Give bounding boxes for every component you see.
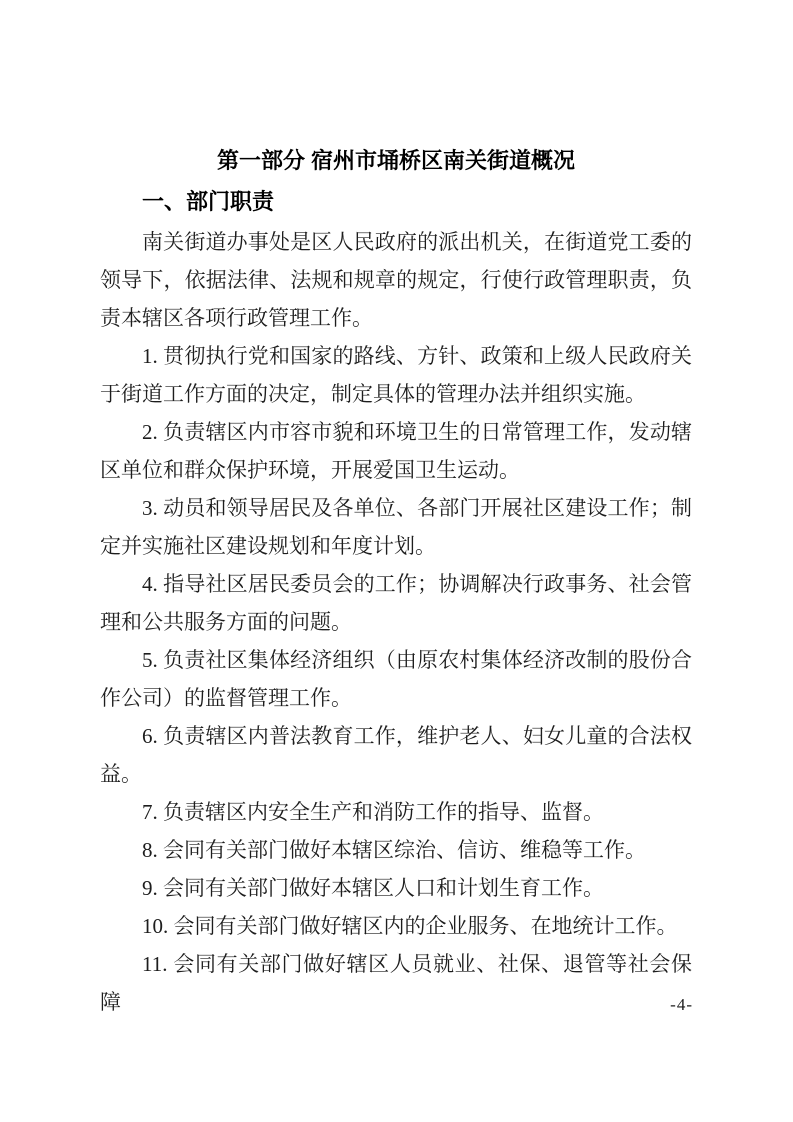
paragraph-item-9: 9. 会同有关部门做好本辖区人口和计划生育工作。 [142, 876, 604, 900]
document-body [100, 146, 692, 1021]
paragraph-item-1: 1. 贯彻执行党和国家的路线、方针、政策和上级人民政府关于街道工作方面的决定，制定具体的管理办法并组织实施。 [100, 344, 692, 406]
paragraph-item-8: 8. 会同有关部门做好本辖区综治、信访、维稳等工作。 [142, 838, 646, 862]
section-heading: 一、部门职责 [142, 189, 275, 214]
paragraph-item-6: 6. 负责辖区内普法教育工作，维护老人、妇女儿童的合法权益。 [100, 724, 692, 786]
paragraph-item-3: 3. 动员和领导居民及各单位、各部门开展社区建设工作；制定并实施社区建设规划和年度计划。 [100, 496, 692, 558]
paragraph-item-11: 11. 会同有关部门做好辖区人员就业、社保、退管等社会保障 [100, 952, 692, 1014]
paragraph-item-7: 7. 负责辖区内安全生产和消防工作的指导、监督。 [142, 800, 604, 824]
paragraph-item-4: 4. 指导社区居民委员会的工作；协调解决行政事务、社会管理和公共服务方面的问题。 [100, 572, 692, 634]
body-text [100, 223, 692, 1021]
paragraph-intro: 南关街道办事处是区人民政府的派出机关，在街道党工委的领导下，依据法律、法规和规章的规定，行使行政管理职责，负责本辖区各项行政管理工作。 [100, 230, 692, 330]
document-title: 第一部分 宿州市埇桥区南关街道概况 [216, 148, 576, 173]
page-number: -4- [670, 995, 693, 1014]
paragraph-item-10: 10. 会同有关部门做好辖区内的企业服务、在地统计工作。 [142, 914, 678, 938]
paragraph-item-2: 2. 负责辖区内市容市貌和环境卫生的日常管理工作，发动辖区单位和群众保护环境，开展爱国卫生运动。 [100, 420, 692, 482]
paragraph-item-5: 5. 负责社区集体经济组织（由原农村集体经济改制的股份合作公司）的监督管理工作。 [100, 648, 692, 710]
